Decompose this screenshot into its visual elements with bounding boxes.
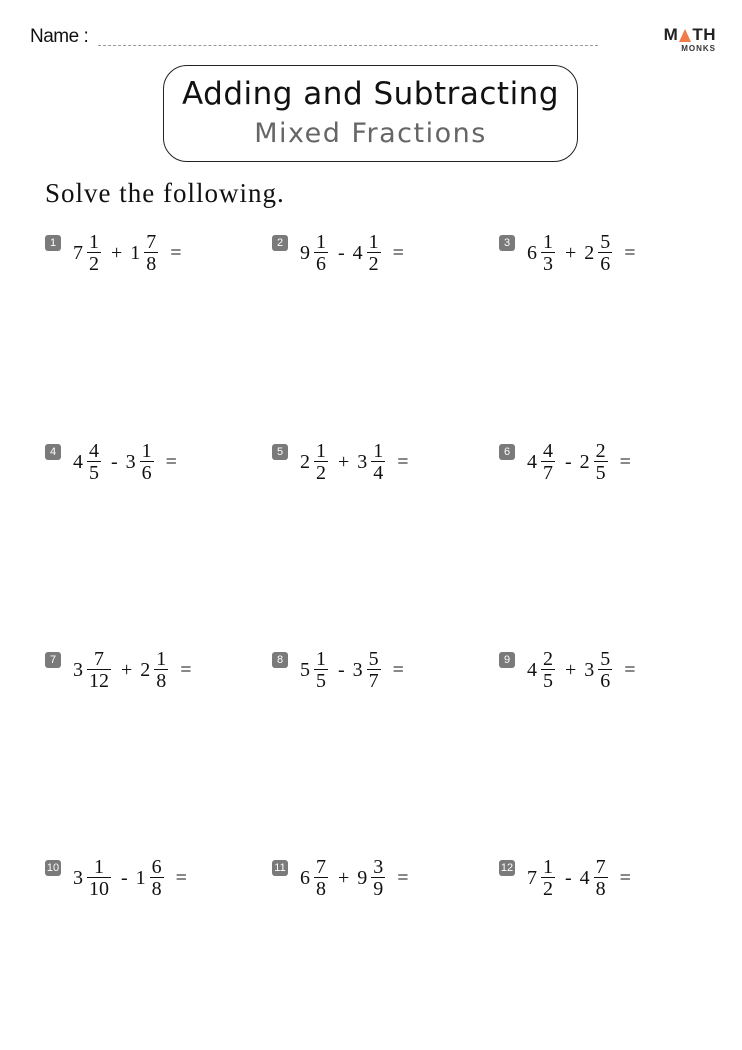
denominator: 5 — [543, 670, 553, 692]
fraction — [371, 857, 385, 899]
numerator: 1 — [316, 648, 326, 670]
denominator: 8 — [595, 878, 606, 900]
numerator: 1 — [94, 856, 104, 878]
problem-expression — [527, 232, 636, 274]
fraction — [87, 857, 111, 899]
math-monks-logo — [656, 26, 716, 54]
name-input-line[interactable] — [98, 45, 598, 46]
whole-number: 1 — [130, 241, 141, 264]
denominator: 3 — [543, 253, 553, 275]
whole-number: 3 — [125, 450, 136, 473]
numerator: 7 — [146, 231, 157, 253]
title-box — [163, 65, 578, 162]
fraction — [144, 232, 158, 274]
whole-number: 2 — [300, 450, 310, 473]
problem-number-badge: 7 — [45, 652, 61, 668]
fraction — [594, 441, 608, 483]
problem-number-badge: 5 — [272, 444, 288, 460]
fraction — [150, 857, 164, 899]
problem-expression — [300, 232, 404, 274]
equals-sign: = — [392, 658, 404, 681]
numerator: 7 — [316, 856, 326, 878]
title-line-1: Adding and Subtracting — [181, 76, 560, 112]
operator: - — [111, 450, 118, 473]
numerator: 1 — [373, 440, 384, 462]
numerator: 5 — [600, 648, 611, 670]
problem-number-badge: 2 — [272, 235, 288, 251]
equals-sign: = — [180, 658, 192, 681]
denominator: 4 — [373, 462, 384, 484]
denominator: 2 — [368, 253, 379, 275]
whole-number: 3 — [357, 450, 368, 473]
instructions: Solve the following. — [45, 178, 285, 208]
fraction — [367, 649, 381, 691]
numerator: 1 — [316, 231, 326, 253]
fraction — [541, 857, 555, 899]
problem-expression — [300, 441, 409, 483]
equals-sign: = — [619, 866, 631, 889]
equals-sign: = — [175, 866, 187, 889]
problem-expression — [73, 857, 187, 899]
problem-number-badge: 10 — [46, 862, 60, 874]
fraction — [371, 441, 385, 483]
denominator: 8 — [146, 253, 157, 275]
fraction — [154, 649, 168, 691]
fraction — [598, 649, 612, 691]
numerator: 7 — [595, 856, 606, 878]
operator: - — [121, 866, 128, 889]
equals-sign: = — [165, 450, 177, 473]
denominator: 7 — [368, 670, 379, 692]
whole-number: 4 — [527, 450, 537, 473]
fraction — [367, 232, 381, 274]
whole-number: 9 — [357, 866, 368, 889]
fraction — [541, 232, 555, 274]
numerator: 1 — [316, 440, 326, 462]
problem-number-badge: 9 — [499, 652, 515, 668]
logo-text-th: TH — [692, 25, 716, 44]
fraction — [598, 232, 612, 274]
whole-number: 2 — [140, 658, 151, 681]
whole-number: 6 — [527, 241, 537, 264]
problem-expression — [73, 441, 177, 483]
problem-expression — [73, 649, 192, 691]
numerator: 2 — [595, 440, 606, 462]
fraction — [594, 857, 608, 899]
denominator: 8 — [316, 878, 326, 900]
numerator: 2 — [543, 648, 553, 670]
denominator: 5 — [595, 462, 606, 484]
whole-number: 2 — [584, 241, 595, 264]
problem-number-badge: 8 — [272, 652, 288, 668]
problem-number-badge: 3 — [499, 235, 515, 251]
fraction — [541, 441, 555, 483]
problem-expression — [527, 857, 631, 899]
logo-text-monks: MONKS — [681, 44, 716, 53]
problem-expression — [73, 232, 182, 274]
title-line-2: Mixed Fractions — [254, 118, 487, 149]
numerator: 4 — [89, 440, 99, 462]
fraction — [541, 649, 555, 691]
whole-number: 4 — [73, 450, 83, 473]
problem-number-badge: 6 — [499, 444, 515, 460]
denominator: 6 — [600, 670, 611, 692]
numerator: 5 — [600, 231, 611, 253]
fraction — [87, 649, 111, 691]
denominator: 7 — [543, 462, 553, 484]
denominator: 2 — [543, 878, 553, 900]
numerator: 1 — [156, 648, 167, 670]
operator: + — [565, 241, 577, 264]
problem-expression — [300, 857, 409, 899]
fraction — [87, 441, 101, 483]
operator: + — [338, 866, 350, 889]
whole-number: 3 — [73, 658, 83, 681]
fraction — [87, 232, 101, 274]
whole-number: 6 — [300, 866, 310, 889]
problem-expression — [527, 441, 631, 483]
denominator: 6 — [316, 253, 326, 275]
triangle-icon — [679, 29, 691, 42]
whole-number: 4 — [527, 658, 537, 681]
numerator: 1 — [368, 231, 379, 253]
denominator: 8 — [151, 878, 162, 900]
numerator: 3 — [373, 856, 384, 878]
operator: - — [338, 658, 345, 681]
whole-number: 4 — [352, 241, 363, 264]
numerator: 6 — [151, 856, 162, 878]
denominator: 5 — [89, 462, 99, 484]
equals-sign: = — [624, 658, 636, 681]
operator: - — [565, 450, 572, 473]
problem-number-badge: 12 — [500, 862, 514, 874]
operator: - — [338, 241, 345, 264]
operator: + — [111, 241, 123, 264]
whole-number: 5 — [300, 658, 310, 681]
numerator: 5 — [368, 648, 379, 670]
whole-number: 7 — [73, 241, 83, 264]
equals-sign: = — [397, 450, 409, 473]
problem-number-badge: 11 — [272, 860, 288, 876]
fraction — [314, 649, 328, 691]
denominator: 12 — [89, 670, 109, 692]
problem-number-badge: 4 — [45, 444, 61, 460]
fraction — [314, 441, 328, 483]
whole-number: 3 — [352, 658, 363, 681]
whole-number: 3 — [584, 658, 595, 681]
denominator: 10 — [89, 878, 109, 900]
operator: - — [565, 866, 572, 889]
numerator: 1 — [141, 440, 152, 462]
equals-sign: = — [170, 241, 182, 264]
denominator: 5 — [316, 670, 326, 692]
equals-sign: = — [619, 450, 631, 473]
operator: + — [338, 450, 350, 473]
whole-number: 2 — [579, 450, 590, 473]
whole-number: 9 — [300, 241, 310, 264]
whole-number: 1 — [135, 866, 146, 889]
numerator: 1 — [543, 856, 553, 878]
logo-text-m: M — [663, 25, 679, 44]
denominator: 2 — [316, 462, 326, 484]
numerator: 1 — [89, 231, 99, 253]
numerator: 7 — [94, 648, 104, 670]
whole-number: 7 — [527, 866, 537, 889]
fraction — [140, 441, 154, 483]
problem-expression — [527, 649, 636, 691]
problem-expression — [300, 649, 404, 691]
denominator: 6 — [141, 462, 152, 484]
denominator: 6 — [600, 253, 611, 275]
equals-sign: = — [392, 241, 404, 264]
denominator: 8 — [156, 670, 167, 692]
numerator: 4 — [543, 440, 553, 462]
denominator: 9 — [373, 878, 384, 900]
equals-sign: = — [624, 241, 636, 264]
denominator: 2 — [89, 253, 99, 275]
fraction — [314, 232, 328, 274]
equals-sign: = — [397, 866, 409, 889]
operator: + — [565, 658, 577, 681]
whole-number: 4 — [579, 866, 590, 889]
whole-number: 3 — [73, 866, 83, 889]
numerator: 1 — [543, 231, 553, 253]
name-label: Name : — [30, 26, 89, 47]
operator: + — [121, 658, 133, 681]
fraction — [314, 857, 328, 899]
problem-number-badge: 1 — [45, 235, 61, 251]
